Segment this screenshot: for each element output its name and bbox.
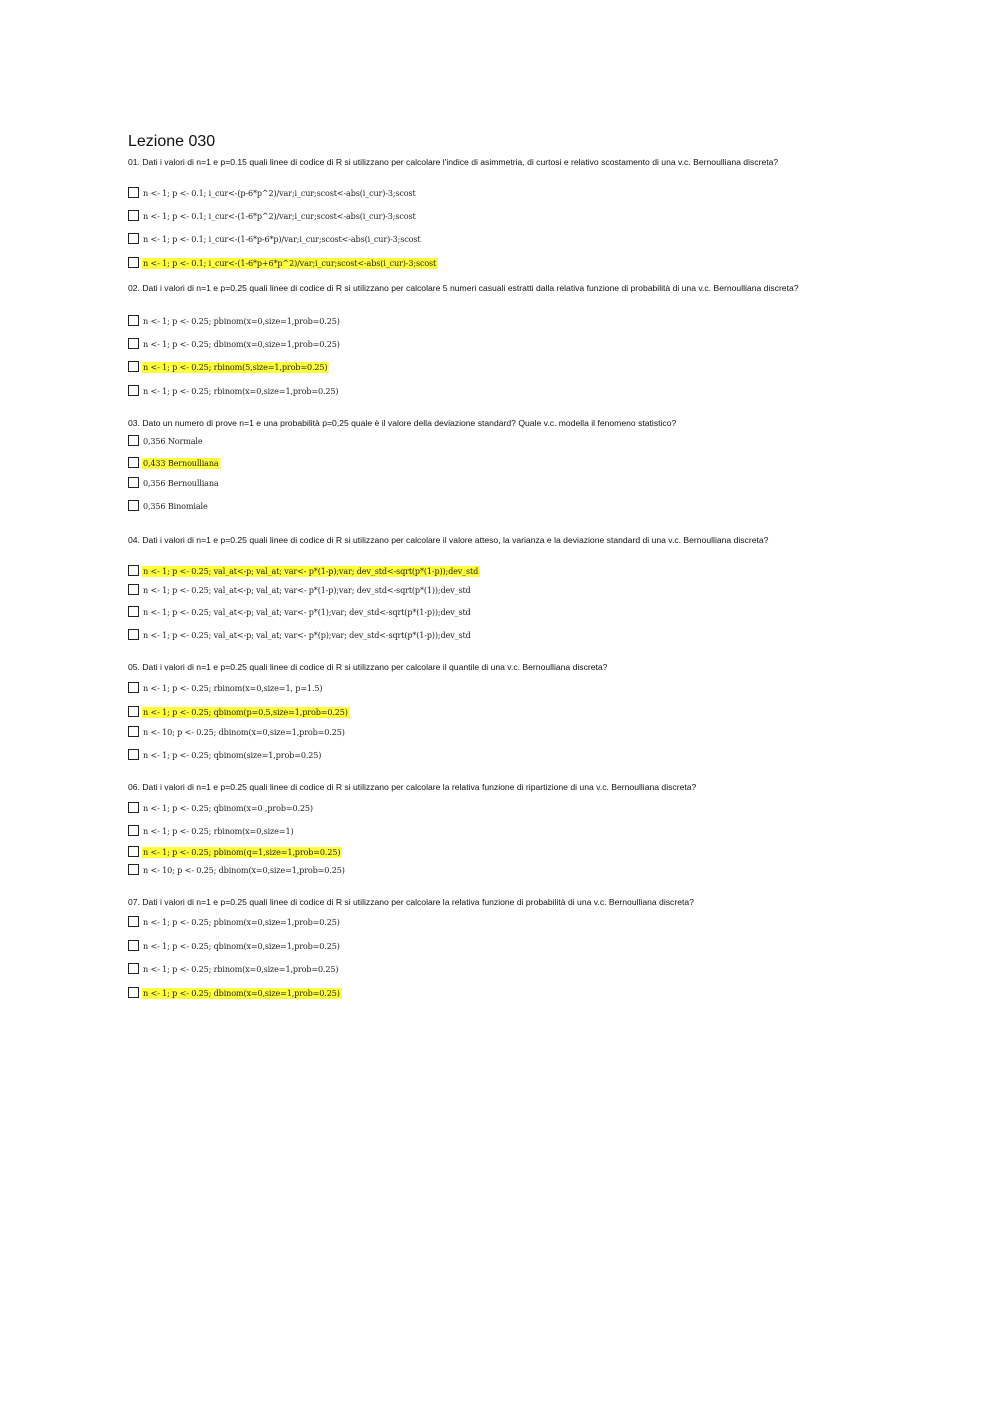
answer-checkbox[interactable] <box>128 584 139 595</box>
answer-text: 0,356 Binomiale <box>143 501 208 511</box>
answer-text: n <- 1; p <- 0.1; i_cur<-(1-6*p^2)/var;i_cur;scost<-abs(i_cur)-3;scost <box>143 211 416 221</box>
answer-checkbox[interactable] <box>128 749 139 760</box>
answer-checkbox[interactable] <box>128 825 139 836</box>
answer-text: n <- 1; p <- 0.25; rbinom(x=0,size=1, p=1.5) <box>143 683 323 693</box>
answer-text: n <- 1; p <- 0.25; val_at<-p; val_at; var<- p*(p);var; dev_std<-sqrt(p*(1-p));dev_std <box>143 630 471 640</box>
answer-checkbox[interactable] <box>128 457 139 468</box>
question-text: 06. Dati i valori di n=1 e p=0.25 quali linee di codice di R si utilizzano per calcolare la relativa funzione di ripartizione di una v.c. Bernoulliana discreta? <box>128 782 697 792</box>
answer-checkbox[interactable] <box>128 682 139 693</box>
question-text: 03. Dato un numero di prove n=1 e una probabilità p=0,25 quale è il valore della deviazione standard? Quale v.c. modella il fenomeno statistico? <box>128 418 677 428</box>
answer-text: n <- 10; p <- 0.25; dbinom(x=0,size=1,prob=0.25) <box>143 865 345 875</box>
answer-checkbox[interactable] <box>128 210 139 221</box>
answer-checkbox[interactable] <box>128 338 139 349</box>
answer-checkbox[interactable] <box>128 187 139 198</box>
answer-checkbox[interactable] <box>128 315 139 326</box>
answer-checkbox[interactable] <box>128 846 139 857</box>
answer-checkbox[interactable] <box>128 257 139 268</box>
answer-checkbox[interactable] <box>128 963 139 974</box>
answer-checkbox[interactable] <box>128 361 139 372</box>
answer-checkbox[interactable] <box>128 629 139 640</box>
answer-text: 0,356 Normale <box>143 436 203 446</box>
answer-text-highlighted: n <- 1; p <- 0.25; dbinom(x=0,size=1,prob=0.25) <box>143 988 340 998</box>
answer-text-highlighted: n <- 1; p <- 0.25; val_at<-p; val_at; var<- p*(1-p);var; dev_std<-sqrt(p*(1-p));dev_std <box>143 566 479 576</box>
answer-text: 0,356 Bernoulliana <box>143 478 219 488</box>
answer-text-highlighted: n <- 1; p <- 0.25; rbinom(5,size=1,prob=0.25) <box>143 362 328 372</box>
answer-text: n <- 1; p <- 0.25; val_at<-p; val_at; var<- p*(1);var; dev_std<-sqrt(p*(1-p));dev_std <box>143 607 471 617</box>
answer-checkbox[interactable] <box>128 606 139 617</box>
answer-text: n <- 1; p <- 0.25; rbinom(x=0,size=1,prob=0.25) <box>143 964 339 974</box>
answer-checkbox[interactable] <box>128 940 139 951</box>
question-text: 04. Dati i valori di n=1 e p=0.25 quali linee di codice di R si utilizzano per calcolare il valore atteso, la varianza e la deviazione standard di una v.c. Bernoulliana discreta? <box>128 535 769 545</box>
question-text: 01. Dati i valori di n=1 e p=0.15 quali linee di codice di R si utilizzano per calcolare l'indice di asimmetria, di curtosi e relativo scostamento di una v.c. Bernoulliana discreta? <box>128 157 779 167</box>
answer-checkbox[interactable] <box>128 477 139 488</box>
answer-text: n <- 1; p <- 0.25; qbinom(x=0,size=1,prob=0.25) <box>143 941 340 951</box>
answer-checkbox[interactable] <box>128 565 139 576</box>
answer-checkbox[interactable] <box>128 435 139 446</box>
answer-text: n <- 1; p <- 0.25; rbinom(x=0,size=1) <box>143 826 294 836</box>
answer-text: n <- 1; p <- 0.1; i_cur<-(p-6*p^2)/var;i_cur;scost<-abs(i_cur)-3;scost <box>143 188 416 198</box>
answer-text-highlighted: n <- 1; p <- 0.25; pbinom(q=1,size=1,prob=0.25) <box>143 847 341 857</box>
answer-text-highlighted: n <- 1; p <- 0.25; qbinom(p=0.5,size=1,prob=0.25) <box>143 707 348 717</box>
answer-text: n <- 10; p <- 0.25; dbinom(x=0,size=1,prob=0.25) <box>143 727 345 737</box>
answer-text: n <- 1; p <- 0.25; rbinom(x=0,size=1,prob=0.25) <box>143 386 339 396</box>
answer-text: n <- 1; p <- 0.1; i_cur<-(1-6*p-6*p)/var;i_cur;scost<-abs(i_cur)-3;scost <box>143 234 421 244</box>
answer-checkbox[interactable] <box>128 726 139 737</box>
answer-text-highlighted: n <- 1; p <- 0.1; i_cur<-(1-6*p+6*p^2)/var;i_cur;scost<-abs(i_cur)-3;scost <box>143 258 437 268</box>
question-text: 07. Dati i valori di n=1 e p=0.25 quali linee di codice di R si utilizzano per calcolare la relativa funzione di probabilità di una v.c. Bernoulliana discreta? <box>128 897 694 907</box>
answer-text: n <- 1; p <- 0.25; qbinom(size=1,prob=0.25) <box>143 750 322 760</box>
answer-checkbox[interactable] <box>128 706 139 717</box>
answer-text: n <- 1; p <- 0.25; pbinom(x=0,size=1,prob=0.25) <box>143 917 340 927</box>
answer-checkbox[interactable] <box>128 916 139 927</box>
question-text: 05. Dati i valori di n=1 e p=0.25 quali linee di codice di R si utilizzano per calcolare il quantile di una v.c. Bernoulliana discreta? <box>128 662 608 672</box>
answer-text: n <- 1; p <- 0.25; pbinom(x=0,size=1,prob=0.25) <box>143 316 340 326</box>
answer-text: n <- 1; p <- 0.25; dbinom(x=0,size=1,prob=0.25) <box>143 339 340 349</box>
question-text: 02. Dati i valori di n=1 e p=0.25 quali linee di codice di R si utilizzano per calcolare 5 numeri casuali estratti dalla relativa funzione di probabilità di una v.c. Bernoulliana discreta? <box>128 283 799 293</box>
page-title: Lezione 030 <box>128 133 216 150</box>
answer-checkbox[interactable] <box>128 987 139 998</box>
answer-checkbox[interactable] <box>128 864 139 875</box>
answer-checkbox[interactable] <box>128 802 139 813</box>
answer-text-highlighted: 0,433 Bernoulliana <box>143 458 219 468</box>
answer-text: n <- 1; p <- 0.25; qbinom(x=0 ,prob=0.25) <box>143 803 313 813</box>
answer-checkbox[interactable] <box>128 233 139 244</box>
answer-text: n <- 1; p <- 0.25; val_at<-p; val_at; var<- p*(1-p);var; dev_std<-sqrt(p*(1));dev_std <box>143 585 471 595</box>
answer-checkbox[interactable] <box>128 385 139 396</box>
answer-checkbox[interactable] <box>128 500 139 511</box>
